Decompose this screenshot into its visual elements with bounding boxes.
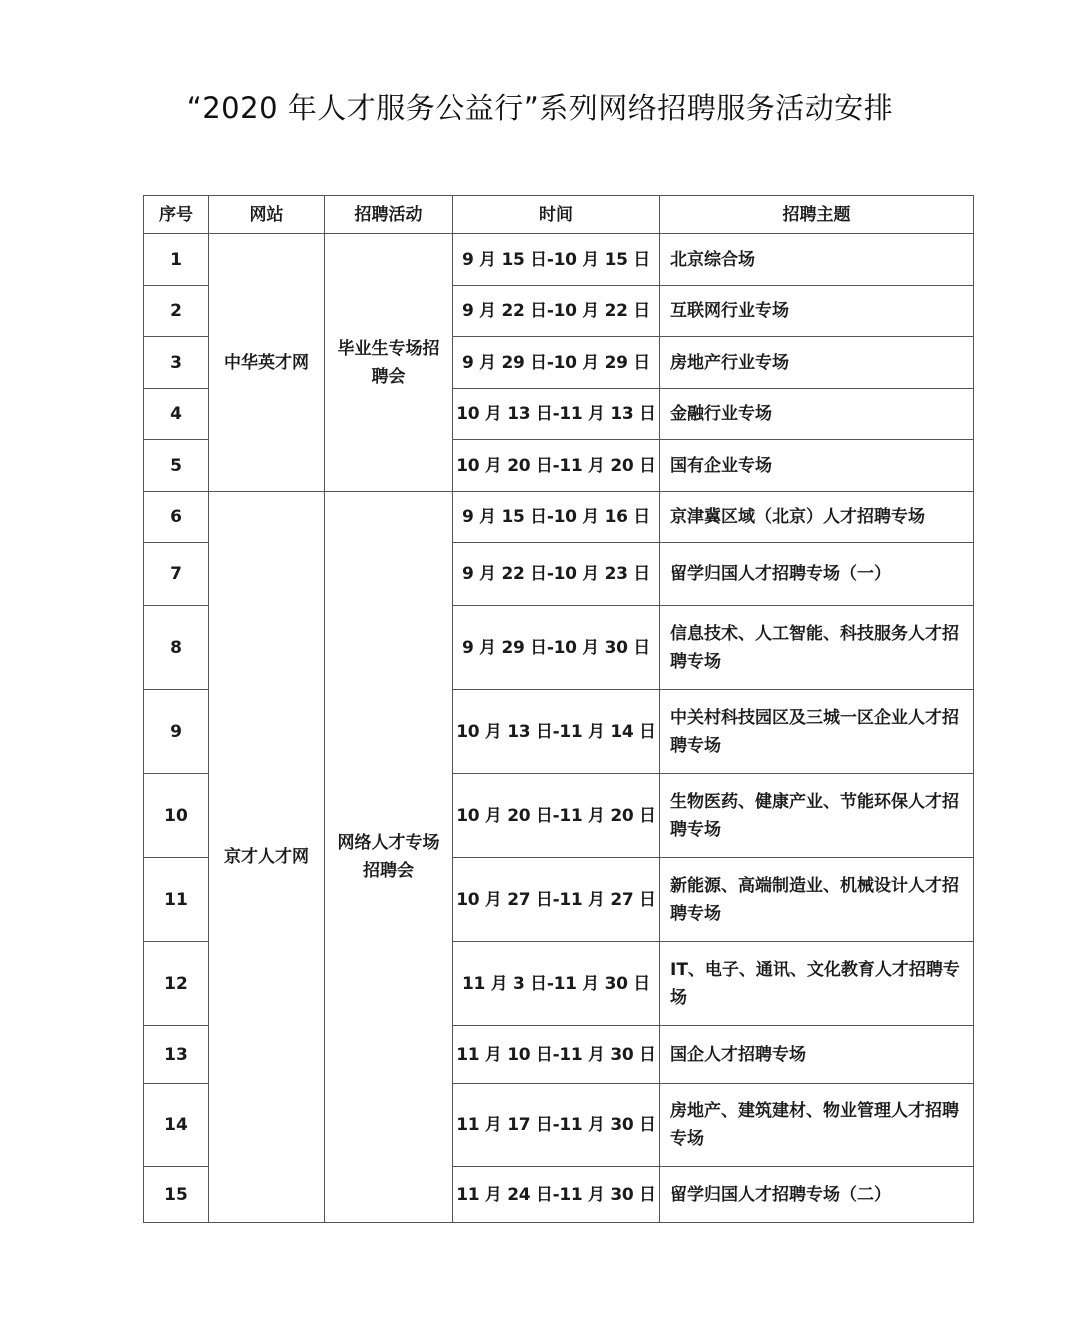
row-time: 10 月 13 日-11 月 14 日 (453, 690, 660, 774)
row-index: 13 (144, 1026, 209, 1084)
row-time: 10 月 20 日-11 月 20 日 (453, 774, 660, 858)
header-site: 网站 (209, 196, 325, 234)
site-cell: 京才人才网 (209, 492, 325, 1223)
activity-cell: 网络人才专场招聘会 (325, 492, 453, 1223)
row-topic: 中关村科技园区及三城一区企业人才招聘专场 (660, 690, 974, 774)
row-index: 5 (144, 440, 209, 492)
row-index: 15 (144, 1167, 209, 1223)
row-time: 10 月 20 日-11 月 20 日 (453, 440, 660, 492)
schedule-table (143, 195, 974, 1223)
row-index: 8 (144, 606, 209, 690)
row-topic: 国有企业专场 (660, 440, 974, 492)
header-row (144, 196, 974, 234)
row-time: 11 月 17 日-11 月 30 日 (453, 1084, 660, 1167)
row-index: 11 (144, 858, 209, 942)
row-time: 11 月 24 日-11 月 30 日 (453, 1167, 660, 1223)
header-time: 时间 (453, 196, 660, 234)
row-topic: 房地产行业专场 (660, 337, 974, 389)
row-topic: 新能源、高端制造业、机械设计人才招聘专场 (660, 858, 974, 942)
document-title: “2020 年人才服务公益行”系列网络招聘服务活动安排 (186, 91, 894, 125)
row-index: 6 (144, 492, 209, 543)
row-index: 4 (144, 389, 209, 440)
activity-cell: 毕业生专场招聘会 (325, 234, 453, 492)
table-row (144, 234, 974, 286)
row-index: 2 (144, 286, 209, 337)
row-topic: 京津冀区域（北京）人才招聘专场 (660, 492, 974, 543)
row-time: 11 月 3 日-11 月 30 日 (453, 942, 660, 1026)
header-index: 序号 (144, 196, 209, 234)
row-index: 12 (144, 942, 209, 1026)
row-time: 9 月 22 日-10 月 23 日 (453, 543, 660, 606)
table-row (144, 492, 974, 543)
row-topic: IT、电子、通讯、文化教育人才招聘专场 (660, 942, 974, 1026)
row-topic: 国企人才招聘专场 (660, 1026, 974, 1084)
row-index: 1 (144, 234, 209, 286)
row-index: 3 (144, 337, 209, 389)
row-topic: 生物医药、健康产业、节能环保人才招聘专场 (660, 774, 974, 858)
row-time: 9 月 29 日-10 月 29 日 (453, 337, 660, 389)
row-topic: 互联网行业专场 (660, 286, 974, 337)
row-topic: 金融行业专场 (660, 389, 974, 440)
row-topic: 留学归国人才招聘专场（一） (660, 543, 974, 606)
header-topic: 招聘主题 (660, 196, 974, 234)
row-time: 10 月 27 日-11 月 27 日 (453, 858, 660, 942)
row-time: 11 月 10 日-11 月 30 日 (453, 1026, 660, 1084)
row-topic: 信息技术、人工智能、科技服务人才招聘专场 (660, 606, 974, 690)
row-index: 7 (144, 543, 209, 606)
row-topic: 房地产、建筑建材、物业管理人才招聘专场 (660, 1084, 974, 1167)
site-cell: 中华英才网 (209, 234, 325, 492)
row-time: 9 月 15 日-10 月 16 日 (453, 492, 660, 543)
row-topic: 留学归国人才招聘专场（二） (660, 1167, 974, 1223)
row-time: 10 月 13 日-11 月 13 日 (453, 389, 660, 440)
row-index: 9 (144, 690, 209, 774)
header-activity: 招聘活动 (325, 196, 453, 234)
row-time: 9 月 15 日-10 月 15 日 (453, 234, 660, 286)
row-index: 10 (144, 774, 209, 858)
row-index: 14 (144, 1084, 209, 1167)
row-time: 9 月 22 日-10 月 22 日 (453, 286, 660, 337)
row-topic: 北京综合场 (660, 234, 974, 286)
row-time: 9 月 29 日-10 月 30 日 (453, 606, 660, 690)
